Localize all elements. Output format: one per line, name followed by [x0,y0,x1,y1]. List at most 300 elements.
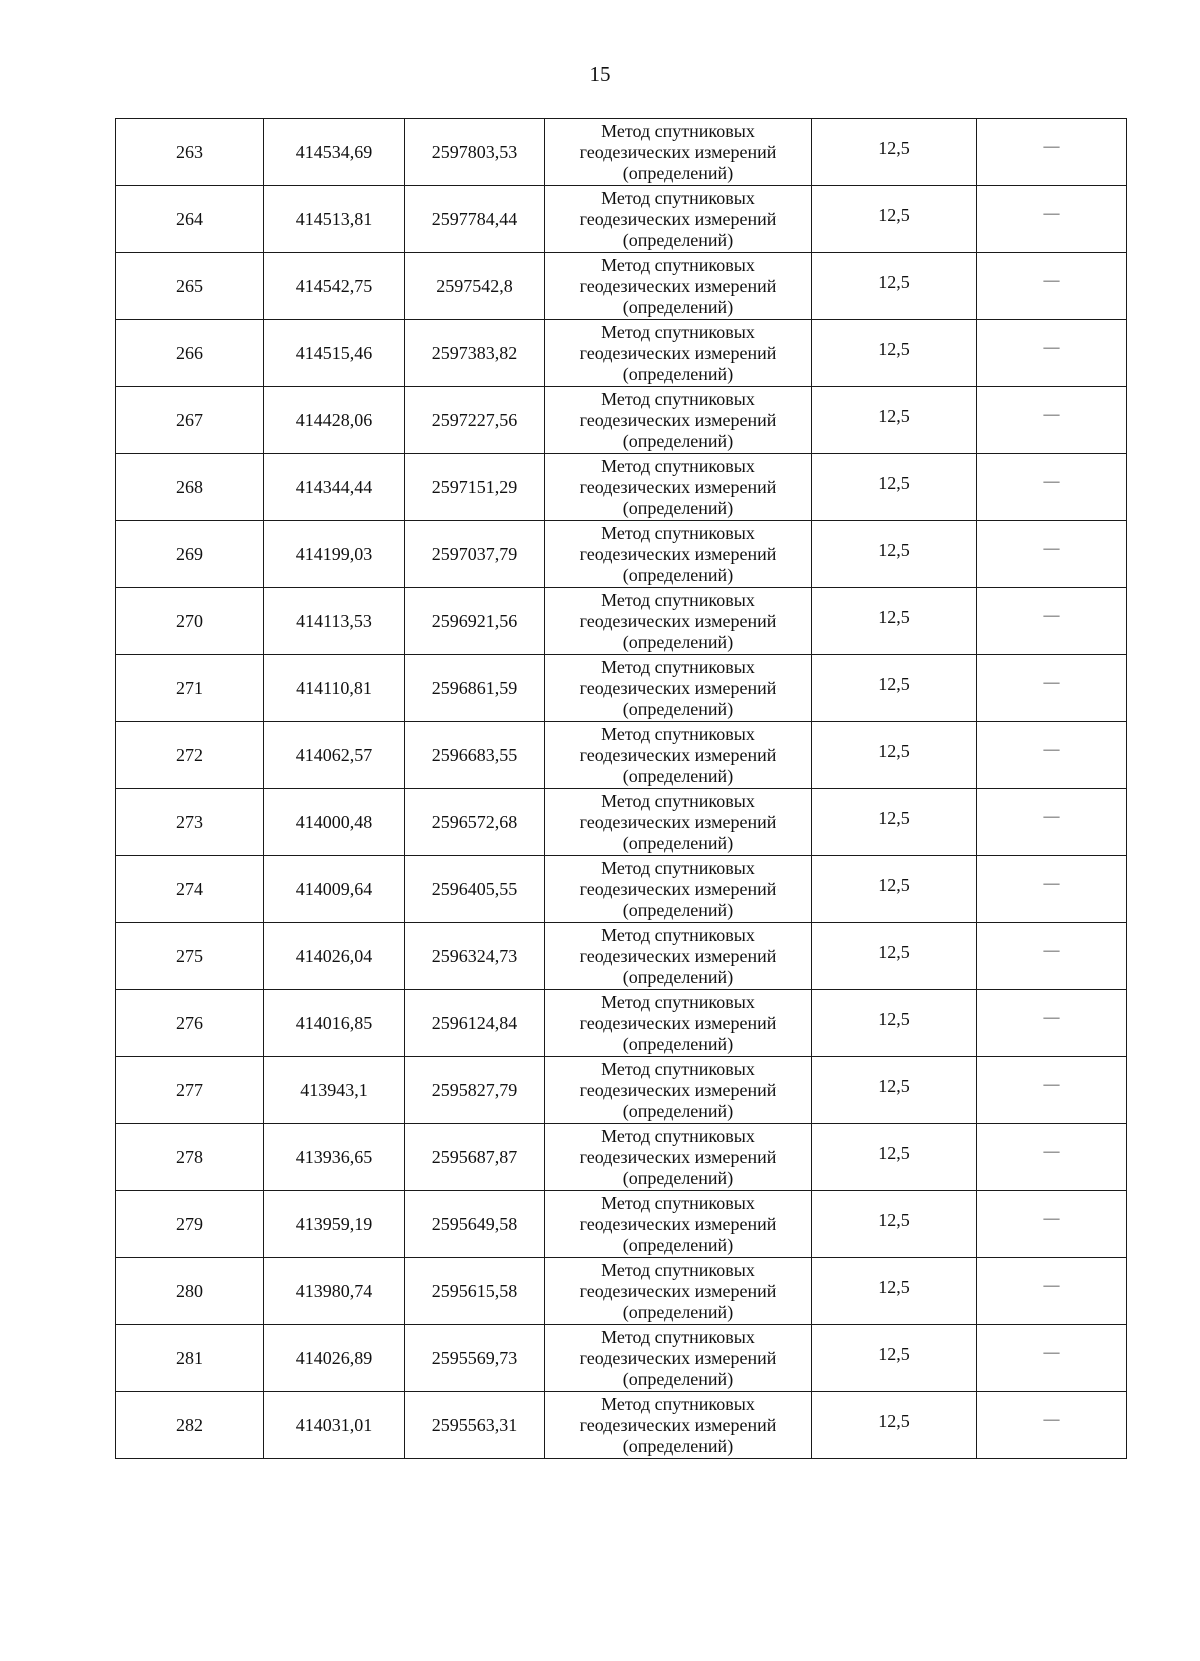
method-cell [545,655,812,722]
coordinate-x-cell [264,454,405,521]
note-cell [977,454,1127,521]
method-line: геодезических измерений [579,275,777,296]
coordinate-y-cell [405,521,545,588]
accuracy-cell [812,588,977,655]
coordinate-y-cell-text: 2595649,58 [431,1213,518,1234]
coordinate-y-cell-text: 2595569,73 [431,1347,518,1368]
method-cell [545,923,812,990]
note-cell-text: — [1043,674,1060,691]
point-number-cell-text: 268 [176,476,203,497]
method-cell [545,588,812,655]
method-cell [545,722,812,789]
coordinate-x-cell [264,856,405,923]
method-cell [545,1124,812,1191]
note-cell-text: — [1043,205,1060,222]
table-row [116,253,1127,320]
note-cell [977,119,1127,186]
method-cell [545,253,812,320]
note-cell-text: — [1043,942,1060,959]
coordinate-x-cell-text: 414000,48 [295,811,373,832]
coordinate-y-cell-text: 2597227,56 [431,409,518,430]
point-number-cell [116,856,264,923]
accuracy-cell-text: 12,5 [878,740,910,761]
method-line: Метод спутниковых [601,991,755,1012]
coordinate-y-cell [405,789,545,856]
method-line: геодезических измерений [579,811,777,832]
coordinate-y-cell-text: 2597037,79 [431,543,518,564]
method-cell [545,521,812,588]
point-number-cell-text: 264 [176,208,203,229]
point-number-cell [116,588,264,655]
accuracy-cell [812,1057,977,1124]
method-line: геодезических измерений [579,610,777,631]
method-line: геодезических измерений [579,141,777,162]
coordinate-y-cell [405,1191,545,1258]
coordinate-x-cell-text: 414428,06 [295,409,373,430]
coordinate-x-cell-text: 414031,01 [295,1414,373,1435]
note-cell-text: — [1043,875,1060,892]
note-cell [977,521,1127,588]
coordinate-y-cell-text: 2597542,8 [436,275,513,296]
method-line: Метод спутниковых [601,1326,755,1347]
method-line: Метод спутниковых [601,790,755,811]
coordinate-y-cell [405,320,545,387]
accuracy-cell [812,923,977,990]
coordinate-x-cell-text: 413980,74 [295,1280,373,1301]
coordinate-x-cell [264,1325,405,1392]
accuracy-cell [812,856,977,923]
method-line: Метод спутниковых [601,455,755,476]
coordinate-y-cell [405,856,545,923]
coordinate-y-cell-text: 2596324,73 [431,945,518,966]
coordinate-x-cell [264,1191,405,1258]
coordinate-x-cell-text: 414515,46 [295,342,373,363]
method-line: геодезических измерений [579,476,777,497]
method-line: (определений) [622,698,734,719]
coordinate-y-cell-text: 2596124,84 [431,1012,518,1033]
point-number-cell-text: 265 [176,275,203,296]
coordinate-x-cell-text: 414026,89 [295,1347,373,1368]
table-row [116,789,1127,856]
table-row [116,655,1127,722]
coordinate-y-cell [405,1258,545,1325]
accuracy-cell [812,454,977,521]
coordinate-y-cell-text: 2595687,87 [431,1146,518,1167]
coordinate-y-cell-text: 2596861,59 [431,677,518,698]
coordinate-y-cell [405,990,545,1057]
accuracy-cell [812,1392,977,1459]
method-line: (определений) [622,1301,734,1322]
method-line: (определений) [622,765,734,786]
coordinate-x-cell [264,186,405,253]
accuracy-cell-text: 12,5 [878,204,910,225]
point-number-cell [116,655,264,722]
method-line: Метод спутниковых [601,120,755,141]
coordinate-y-cell [405,588,545,655]
point-number-cell [116,253,264,320]
coordinate-x-cell [264,923,405,990]
method-line: (определений) [622,832,734,853]
point-number-cell-text: 278 [176,1146,203,1167]
method-line: геодезических измерений [579,677,777,698]
method-line: Метод спутниковых [601,1058,755,1079]
method-line: геодезических измерений [579,1280,777,1301]
table-row [116,722,1127,789]
coordinate-y-cell [405,119,545,186]
method-line: Метод спутниковых [601,723,755,744]
coordinate-x-cell [264,387,405,454]
coordinate-x-cell [264,1392,405,1459]
point-number-cell [116,923,264,990]
coordinate-y-cell [405,186,545,253]
point-number-cell-text: 275 [176,945,203,966]
accuracy-cell-text: 12,5 [878,1343,910,1364]
note-cell-text: — [1043,1009,1060,1026]
note-cell [977,990,1127,1057]
point-number-cell-text: 279 [176,1213,203,1234]
accuracy-cell-text: 12,5 [878,271,910,292]
coordinate-x-cell-text: 414199,03 [295,543,373,564]
accuracy-cell-text: 12,5 [878,137,910,158]
method-line: геодезических измерений [579,945,777,966]
table-row [116,320,1127,387]
accuracy-cell [812,387,977,454]
method-line: (определений) [622,631,734,652]
method-line: Метод спутниковых [601,1259,755,1280]
note-cell-text: — [1043,406,1060,423]
coordinate-x-cell [264,1258,405,1325]
method-cell [545,1392,812,1459]
point-number-cell-text: 280 [176,1280,203,1301]
table-row [116,186,1127,253]
note-cell [977,1258,1127,1325]
method-cell [545,320,812,387]
accuracy-cell-text: 12,5 [878,941,910,962]
accuracy-cell [812,119,977,186]
accuracy-cell [812,655,977,722]
method-line: (определений) [622,1167,734,1188]
method-line: геодезических измерений [579,342,777,363]
note-cell-text: — [1043,741,1060,758]
note-cell [977,186,1127,253]
note-cell [977,923,1127,990]
coordinate-x-cell-text: 414026,04 [295,945,373,966]
method-line: (определений) [622,363,734,384]
method-line: Метод спутниковых [601,857,755,878]
note-cell-text: — [1043,272,1060,289]
point-number-cell [116,186,264,253]
accuracy-cell-text: 12,5 [878,1276,910,1297]
coordinate-x-cell [264,990,405,1057]
note-cell-text: — [1043,1210,1060,1227]
point-number-cell-text: 267 [176,409,203,430]
method-cell [545,856,812,923]
method-line: геодезических измерений [579,409,777,430]
table-row [116,454,1127,521]
coordinate-x-cell-text: 414344,44 [295,476,373,497]
table-row [116,119,1127,186]
note-cell-text: — [1043,1143,1060,1160]
table-row [116,1057,1127,1124]
method-line: геодезических измерений [579,208,777,229]
coordinate-y-cell-text: 2597803,53 [431,141,518,162]
method-line: (определений) [622,564,734,585]
accuracy-cell-text: 12,5 [878,338,910,359]
coordinate-x-cell [264,253,405,320]
note-cell-text: — [1043,607,1060,624]
coordinate-y-cell [405,253,545,320]
table-row [116,1258,1127,1325]
method-line: геодезических измерений [579,744,777,765]
method-line: геодезических измерений [579,1012,777,1033]
method-line: Метод спутниковых [601,1192,755,1213]
accuracy-cell-text: 12,5 [878,1410,910,1431]
method-cell [545,454,812,521]
method-cell [545,789,812,856]
note-cell-text: — [1043,1277,1060,1294]
point-number-cell-text: 269 [176,543,203,564]
method-line: (определений) [622,162,734,183]
coordinate-x-cell [264,655,405,722]
method-line: (определений) [622,229,734,250]
note-cell [977,588,1127,655]
coordinate-x-cell-text: 414534,69 [295,141,373,162]
point-number-cell-text: 274 [176,878,203,899]
method-line: Метод спутниковых [601,522,755,543]
note-cell [977,722,1127,789]
table-row [116,521,1127,588]
method-cell [545,1057,812,1124]
coordinate-y-cell-text: 2595827,79 [431,1079,518,1100]
point-number-cell [116,320,264,387]
point-number-cell [116,722,264,789]
table-row [116,1392,1127,1459]
coordinate-x-cell-text: 413943,1 [300,1079,368,1100]
table-row [116,1325,1127,1392]
method-line: геодезических измерений [579,1146,777,1167]
method-line: (определений) [622,966,734,987]
coordinate-x-cell [264,1124,405,1191]
note-cell-text: — [1043,339,1060,356]
coordinate-y-cell [405,1392,545,1459]
note-cell-text: — [1043,473,1060,490]
accuracy-cell-text: 12,5 [878,1075,910,1096]
note-cell [977,1392,1127,1459]
accuracy-cell-text: 12,5 [878,405,910,426]
point-number-cell-text: 273 [176,811,203,832]
method-cell [545,990,812,1057]
point-number-cell [116,1258,264,1325]
method-line: Метод спутниковых [601,254,755,275]
accuracy-cell [812,789,977,856]
coordinate-x-cell-text: 414113,53 [296,610,372,631]
table-row [116,990,1127,1057]
accuracy-cell [812,990,977,1057]
point-number-cell [116,1325,264,1392]
point-number-cell [116,1191,264,1258]
coordinate-y-cell [405,454,545,521]
coordinate-x-cell [264,320,405,387]
point-number-cell [116,454,264,521]
accuracy-cell [812,722,977,789]
note-cell [977,387,1127,454]
accuracy-cell [812,1258,977,1325]
coordinate-y-cell [405,722,545,789]
accuracy-cell [812,1191,977,1258]
accuracy-cell [812,186,977,253]
method-line: Метод спутниковых [601,589,755,610]
coordinate-x-cell-text: 414542,75 [295,275,373,296]
method-cell [545,119,812,186]
point-number-cell-text: 263 [176,141,203,162]
accuracy-cell [812,1325,977,1392]
coordinate-y-cell-text: 2595615,58 [431,1280,518,1301]
note-cell-text: — [1043,540,1060,557]
method-line: (определений) [622,1033,734,1054]
coordinate-y-cell-text: 2597383,82 [431,342,518,363]
method-line: Метод спутниковых [601,187,755,208]
point-number-cell-text: 276 [176,1012,203,1033]
method-line: (определений) [622,296,734,317]
note-cell-text: — [1043,808,1060,825]
coordinates-table-body [116,119,1127,1459]
coordinate-y-cell [405,1325,545,1392]
note-cell [977,856,1127,923]
method-cell [545,186,812,253]
coordinates-table [115,118,1127,1459]
method-line: геодезических измерений [579,1213,777,1234]
point-number-cell-text: 277 [176,1079,203,1100]
method-line: (определений) [622,899,734,920]
point-number-cell-text: 281 [176,1347,203,1368]
note-cell [977,1124,1127,1191]
table-row [116,588,1127,655]
accuracy-cell-text: 12,5 [878,1209,910,1230]
accuracy-cell-text: 12,5 [878,472,910,493]
coordinate-y-cell [405,1124,545,1191]
accuracy-cell-text: 12,5 [878,807,910,828]
coordinate-y-cell-text: 2597151,29 [431,476,518,497]
method-cell [545,1191,812,1258]
method-line: Метод спутниковых [601,388,755,409]
accuracy-cell-text: 12,5 [878,606,910,627]
coordinate-y-cell-text: 2596683,55 [431,744,518,765]
note-cell-text: — [1043,138,1060,155]
table-row [116,856,1127,923]
note-cell [977,655,1127,722]
method-cell [545,387,812,454]
coordinate-x-cell-text: 414110,81 [296,677,372,698]
method-line: (определений) [622,497,734,518]
accuracy-cell-text: 12,5 [878,1008,910,1029]
point-number-cell [116,1124,264,1191]
coordinate-x-cell-text: 413959,19 [295,1213,373,1234]
point-number-cell [116,521,264,588]
coordinate-x-cell-text: 414009,64 [295,878,373,899]
method-line: (определений) [622,430,734,451]
note-cell [977,789,1127,856]
method-cell [545,1325,812,1392]
accuracy-cell [812,521,977,588]
note-cell [977,1057,1127,1124]
method-line: геодезических измерений [579,543,777,564]
coordinate-y-cell-text: 2596405,55 [431,878,518,899]
point-number-cell-text: 271 [176,677,203,698]
method-line: Метод спутниковых [601,321,755,342]
table-row [116,923,1127,990]
point-number-cell-text: 272 [176,744,203,765]
coordinate-x-cell [264,1057,405,1124]
coordinate-y-cell [405,655,545,722]
point-number-cell-text: 282 [176,1414,203,1435]
method-cell [545,1258,812,1325]
coordinate-x-cell [264,119,405,186]
accuracy-cell [812,1124,977,1191]
method-line: Метод спутниковых [601,1125,755,1146]
method-line: (определений) [622,1234,734,1255]
coordinate-x-cell [264,588,405,655]
note-cell-text: — [1043,1411,1060,1428]
coordinate-x-cell [264,722,405,789]
coordinate-y-cell-text: 2596572,68 [431,811,518,832]
method-line: (определений) [622,1100,734,1121]
accuracy-cell [812,320,977,387]
coordinate-y-cell [405,923,545,990]
coordinate-y-cell [405,387,545,454]
note-cell [977,253,1127,320]
coordinate-x-cell [264,521,405,588]
point-number-cell-text: 266 [176,342,203,363]
point-number-cell [116,1392,264,1459]
table-row [116,387,1127,454]
method-line: Метод спутниковых [601,924,755,945]
accuracy-cell-text: 12,5 [878,1142,910,1163]
coordinate-y-cell-text: 2595563,31 [431,1414,518,1435]
coordinate-x-cell [264,789,405,856]
point-number-cell-text: 270 [176,610,203,631]
point-number-cell [116,387,264,454]
point-number-cell [116,119,264,186]
accuracy-cell-text: 12,5 [878,539,910,560]
coordinate-y-cell-text: 2597784,44 [431,208,518,229]
method-line: (определений) [622,1368,734,1389]
table-row [116,1191,1127,1258]
note-cell [977,1191,1127,1258]
method-line: геодезических измерений [579,1414,777,1435]
method-line: (определений) [622,1435,734,1456]
note-cell-text: — [1043,1344,1060,1361]
method-line: геодезических измерений [579,1347,777,1368]
method-line: Метод спутниковых [601,656,755,677]
page-number: 15 [589,62,611,86]
point-number-cell [116,789,264,856]
accuracy-cell-text: 12,5 [878,874,910,895]
coordinate-x-cell-text: 414016,85 [295,1012,373,1033]
method-line: Метод спутниковых [601,1393,755,1414]
point-number-cell [116,990,264,1057]
note-cell [977,320,1127,387]
method-line: геодезических измерений [579,1079,777,1100]
coordinate-x-cell-text: 414062,57 [295,744,373,765]
coordinate-x-cell-text: 413936,65 [295,1146,373,1167]
point-number-cell [116,1057,264,1124]
note-cell-text: — [1043,1076,1060,1093]
accuracy-cell [812,253,977,320]
coordinate-y-cell [405,1057,545,1124]
table-row [116,1124,1127,1191]
note-cell [977,1325,1127,1392]
coordinate-y-cell-text: 2596921,56 [431,610,518,631]
